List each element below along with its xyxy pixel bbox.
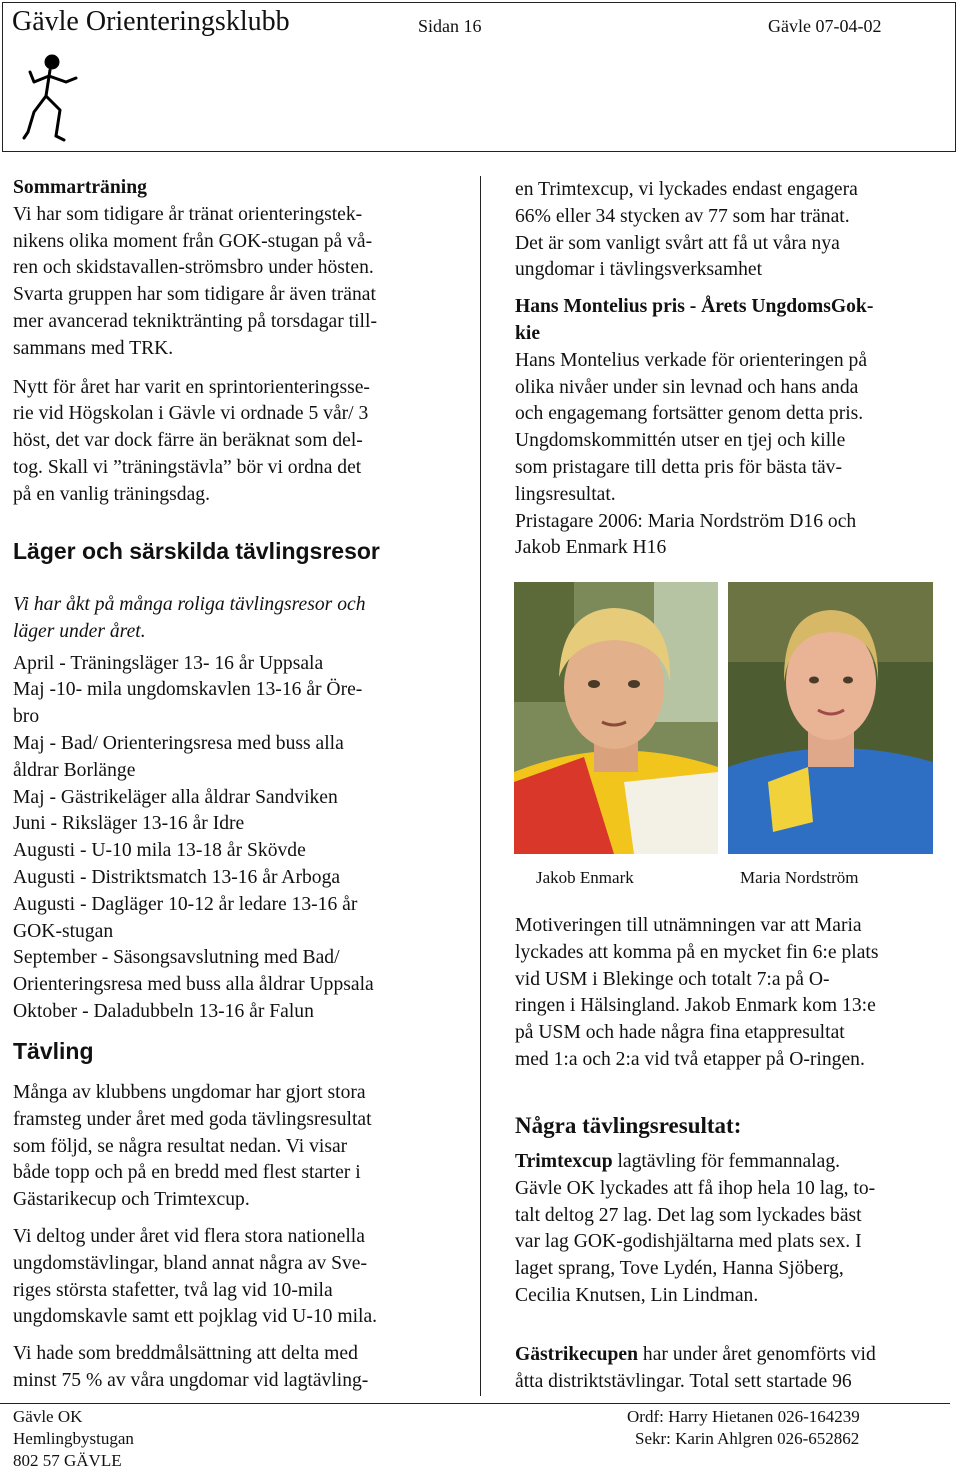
text-line: Vi hade som breddmålsättning att delta med	[13, 1343, 358, 1365]
right-column	[515, 177, 950, 562]
event-line: Augusti - Dagläger 10-12 år ledare 13-16 år	[13, 893, 358, 915]
section-title-tavling: Tävling	[13, 1038, 94, 1064]
gast-rest: har under året genomförts vid	[638, 1343, 876, 1365]
column-divider	[480, 176, 481, 1396]
event-line: April - Träningsläger 13- 16 år Uppsala	[13, 652, 324, 674]
text-line: sammans med TRK.	[13, 337, 174, 359]
text-line: Ungdomskommittén utser en tjej och kille	[515, 430, 846, 452]
text-line: ungdomstävlingar, bland annat några av Sve-	[13, 1252, 367, 1274]
caption-maria: Maria Nordström	[740, 868, 859, 887]
event-line: GOK-stugan	[13, 920, 114, 942]
text-line: en Trimtexcup, vi lyckades endast engagera	[515, 179, 858, 200]
text-line: ungdomar i tävlingsverksamhet	[515, 259, 763, 281]
footer-contacts	[627, 1406, 860, 1450]
text-line: tog. Skall vi ”träningstävla” bör vi ordna det	[13, 456, 362, 478]
text-line: med 1:a och 2:a vid två etapper på O-ringen.	[515, 1048, 865, 1070]
text-line: Gävle OK lyckades att få ihop hela 10 lag, to-	[515, 1177, 876, 1199]
text-line: höst, det var dock färre än beräknat som del-	[13, 430, 363, 452]
footer-rule	[0, 1403, 950, 1404]
text-line: Pristagare 2006: Maria Nordström D16 och	[515, 510, 857, 532]
text-line: riges största stafetter, två lag vid 10-mila	[13, 1279, 333, 1301]
caption-jakob: Jakob Enmark	[536, 868, 634, 887]
gast-label: Gästrikecupen	[515, 1343, 639, 1365]
event-line: Augusti - Distriktsmatch 13-16 år Arboga	[13, 866, 341, 888]
text-line: vid USM i Blekinge och totalt 7:a på O-	[515, 968, 830, 990]
left-column	[13, 175, 468, 509]
text-line: ringen i Hälsingland. Jakob Enmark kom 13:e	[515, 995, 876, 1017]
text-line: lyckades att komma på en mycket fin 6:e plats	[515, 941, 879, 963]
runner-logo-icon	[20, 52, 84, 144]
text-line: Vi deltog under året vid flera stora nationella	[13, 1225, 365, 1247]
text-line: olika nivåer under sin levnad och hans anda	[515, 376, 859, 398]
text-line: Nytt för året har varit en sprintorienteringsse-	[13, 376, 370, 398]
text-line: nikens olika moment från GOK-stugan på vå-	[13, 230, 373, 252]
text-line: åtta distriktstävlingar. Total sett startade 96	[515, 1370, 852, 1392]
text-line: på en vanlig träningsdag.	[13, 483, 210, 505]
footer-line: Ordf: Harry Hietanen 026-164239	[627, 1407, 860, 1426]
text-line: var lag GOK-godishjältarna med plats sex. I	[515, 1231, 862, 1253]
event-line: åldrar Borlänge	[13, 759, 136, 781]
header-date: Gävle 07-04-02	[768, 16, 882, 36]
text-line: Cecilia Knutsen, Lin Lindman.	[515, 1284, 759, 1306]
text-line: lingsresultat.	[515, 483, 616, 505]
left-column-tavling	[13, 1080, 468, 1395]
event-line: bro	[13, 706, 40, 728]
text-line: Motiveringen till utnämningen var att Maria	[515, 915, 862, 936]
photo-maria-nordstrom	[728, 582, 933, 854]
section-title-sommartraning: Sommarträning	[13, 177, 147, 198]
footer-line: Gävle OK	[13, 1407, 83, 1426]
text-line: på USM och hade några fina etappresultat	[515, 1022, 845, 1044]
text-line: minst 75 % av våra ungdomar vid lagtävling-	[13, 1369, 369, 1391]
event-line: Oktober - Daladubbeln 13-16 år Falun	[13, 1000, 314, 1022]
photo-jakob-enmark	[514, 582, 718, 854]
section-title-lager: Läger och särskilda tävlingsresor	[13, 538, 380, 564]
event-line: Augusti - U-10 mila 13-18 år Skövde	[13, 840, 306, 862]
intro-line: läger under året.	[13, 620, 146, 642]
event-line: September - Säsongsavslutning med Bad/	[13, 947, 340, 969]
text-line: 66% eller 34 stycken av 77 som har tränat.	[515, 205, 850, 227]
text-line: Många av klubbens ungdomar har gjort stora	[13, 1082, 366, 1103]
event-line: Maj -10- mila ungdomskavlen 13-16 år Öre-	[13, 679, 363, 701]
intro-line: Vi har åkt på många roliga tävlingsresor och	[13, 594, 366, 615]
footer-line: Hemlingbystugan	[13, 1429, 134, 1448]
prize-title: Hans Montelius pris - Årets UngdomsGok-	[515, 296, 874, 318]
text-line: Vi har som tidigare år tränat orienteringstek-	[13, 203, 363, 225]
trimtex-first-line	[515, 1149, 950, 1176]
event-line: Orienteringsresa med buss alla åldrar Uppsala	[13, 974, 374, 996]
text-line: talt deltog 27 lag. Det lag som lyckades bäst	[515, 1204, 862, 1226]
text-line: laget sprang, Tove Lydén, Hanna Sjöberg,	[515, 1258, 844, 1280]
text-line: Svarta gruppen har som tidigare år även tränat	[13, 284, 376, 306]
trimtex-label: Trimtexcup	[515, 1151, 613, 1172]
footer-line: Sekr: Karin Ahlgren 026-652862	[635, 1429, 860, 1448]
section-title-results: Några tävlingsresultat:	[515, 1113, 742, 1138]
event-line: Maj - Gästrikeläger alla åldrar Sandviken	[13, 786, 338, 808]
footer-address	[13, 1406, 134, 1472]
text-line: mer avancerad tekniktränting på torsdagar till-	[13, 310, 377, 332]
right-column-motivering	[515, 913, 950, 1074]
text-line: Hans Montelius verkade för orienteringen på	[515, 349, 868, 371]
text-line: Gästarikecup och Trimtexcup.	[13, 1189, 250, 1211]
text-line: rie vid Högskolan i Gävle vi ordnade 5 vår/ 3	[13, 403, 369, 425]
text-line: ren och skidstavallen-strömsbro under hösten.	[13, 257, 374, 279]
club-title: Gävle Orienteringsklubb	[12, 6, 290, 37]
trimtex-rest: lagtävling för femmannalag.	[612, 1151, 841, 1172]
text-line: framsteg under året med goda tävlingsresultat	[13, 1108, 372, 1130]
text-line: som följd, se några resultat nedan. Vi visar	[13, 1135, 348, 1157]
footer-line: 802 57 GÄVLE	[13, 1451, 122, 1470]
text-line: Jakob Enmark H16	[515, 537, 667, 559]
gast-first-line	[515, 1342, 950, 1369]
prize-title-cont: kie	[515, 322, 541, 344]
text-line: ungdomskavle samt ett pojklag vid U-10 mila.	[13, 1306, 378, 1328]
text-line: både topp och på en bredd med flest starter i	[13, 1162, 361, 1184]
text-line: som pristagare till detta pris för bästa täv-	[515, 456, 843, 478]
text-line: och engagemang fortsätter genom detta pris.	[515, 403, 864, 425]
event-line: Maj - Bad/ Orienteringsresa med buss alla	[13, 732, 344, 754]
event-line: Juni - Riksläger 13-16 år Idre	[13, 813, 245, 835]
right-column-results	[515, 1149, 950, 1395]
left-column-lager	[13, 592, 468, 1026]
text-line: Det är som vanligt svårt att få ut våra nya	[515, 232, 840, 254]
page-number: Sidan 16	[418, 16, 482, 36]
